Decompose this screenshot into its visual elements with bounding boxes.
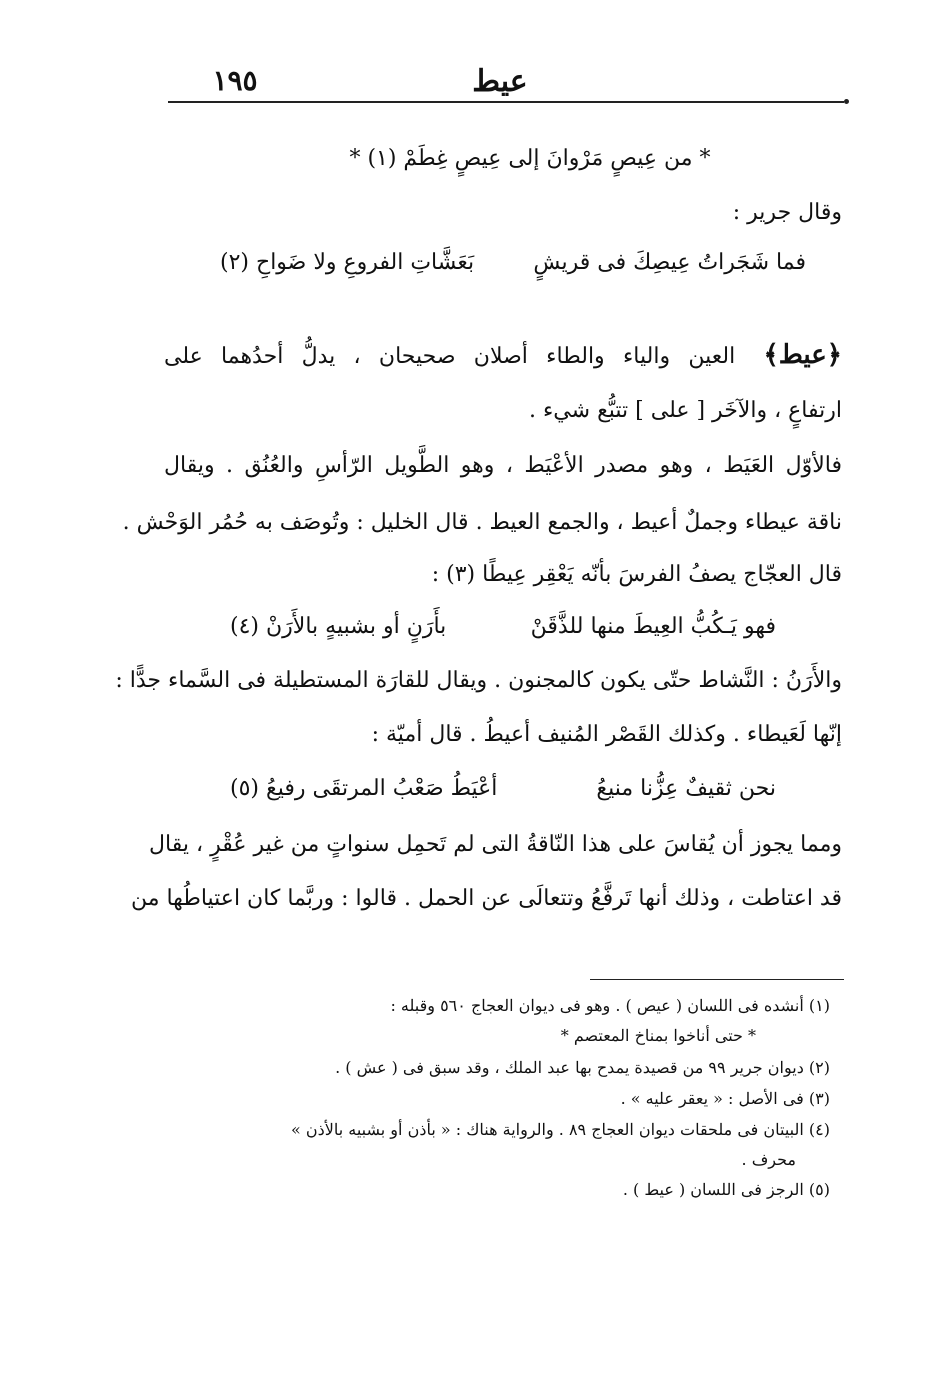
footnote-1: (١) أنشده فى اللسان ( عيص ) . وهو فى ديوان العجاج ٥٦٠ وقبله : xyxy=(390,996,830,1015)
paragraph-line-4: ناقة عيطاء وجملٌ أعيط ، والجمع العيط . قال الخليل : وتُوصَف به حُمُر الوَحْش . xyxy=(122,510,842,535)
header-rule-dot xyxy=(844,99,849,104)
footnote-3: (٣) فى الأصل : « يعقر عليه » . xyxy=(620,1089,830,1108)
paragraph-line-1 xyxy=(164,340,842,370)
footnote-1-quote: * حتى أناخوا بمناخ المعتصم * xyxy=(560,1026,756,1045)
verse-3-left: بأَرَنٍ أو بشبيهٍ بالأَرَنْ (٤) xyxy=(230,614,447,639)
running-header-root: عيط xyxy=(472,64,528,99)
paragraph-line-5: قال العجّاج يصفُ الفرسَ بأنّه يَعْقِر عِيطًا (٣) : xyxy=(431,562,842,587)
verse-4-left: أعْيَطُ صَعْبُ المرتقَى رفيعُ (٥) xyxy=(230,776,498,801)
paragraph-line-6: والأَرَنُ : النَّشاط حتّى يكون كالمجنون . ويقال للقارَة المستطيلة فى السَّماء جدًّا : xyxy=(115,668,842,693)
verse-4-right: نحن ثقيفٌ عِزُّنا منيعُ xyxy=(596,776,776,801)
entry-headword: ﴿عيط﴾ xyxy=(763,340,842,370)
footnote-5: (٥) الرجز فى اللسان ( عيط ) . xyxy=(622,1180,830,1199)
paragraph-line-7: إنّها لَعَيطاء . وكذلك القَصْر المُنيف أعيطُ . قال أميّة : xyxy=(371,722,842,747)
paragraph-line-2: ارتفاعٍ ، والآخَر [ على ] تتبُّع شيء . xyxy=(528,398,842,423)
paragraph-line-9: قد اعتاطت ، وذلك أنها تَرفَّعُ وتتعالَى عن الحمل . قالوا : وربَّما كان اعتياطُها من xyxy=(130,886,842,911)
intro-jarir: وقال جرير : xyxy=(732,200,842,225)
entry-headword-text: عيط xyxy=(778,340,827,370)
page-number: ١٩٥ xyxy=(212,64,258,97)
paragraph-line-1-text: العين والياء والطاء أصلان صحيحان ، يدلُّ أحدُهما على xyxy=(164,344,736,369)
footnote-rule xyxy=(590,979,844,980)
verse-1: * من عِيصٍ مَرْوانَ إلى عِيصٍ غِطَمْ (١) * xyxy=(349,146,711,171)
footnote-4-continued: محرف . xyxy=(741,1150,796,1169)
verse-3-right: فهو يَـكُبُّ العِيطَ منها للذَّقَنْ xyxy=(530,614,776,639)
header-rule xyxy=(168,101,844,103)
verse-2-left: بَعَشَّاتِ الفروعِ ولا ضَواحِ (٢) xyxy=(220,250,475,275)
footnote-4: (٤) البيتان فى ملحقات ديوان العجاج ٨٩ . والرواية هناك : « بأذن أو بشبيه بالأذن » xyxy=(290,1120,830,1139)
paragraph-line-8: ومما يجوز أن يُقاسَ على هذا النّاقةُ التى لم تَحمِل سنواتٍ من غير عُقْرٍ ، يقال xyxy=(149,832,842,857)
paragraph-line-3: فالأوّل العَيَط ، وهو مصدر الأعْيَط ، وهو الطَّويل الرّأسِ والعُنُق . ويقال xyxy=(164,453,842,478)
verse-2-right: فما شَجَراتُ عِيصِكَ فى قريشٍ xyxy=(533,250,806,275)
footnote-2: (٢) ديوان جرير ٩٩ من قصيدة يمدح بها عبد الملك ، وقد سبق فى ( عش ) . xyxy=(335,1058,830,1077)
